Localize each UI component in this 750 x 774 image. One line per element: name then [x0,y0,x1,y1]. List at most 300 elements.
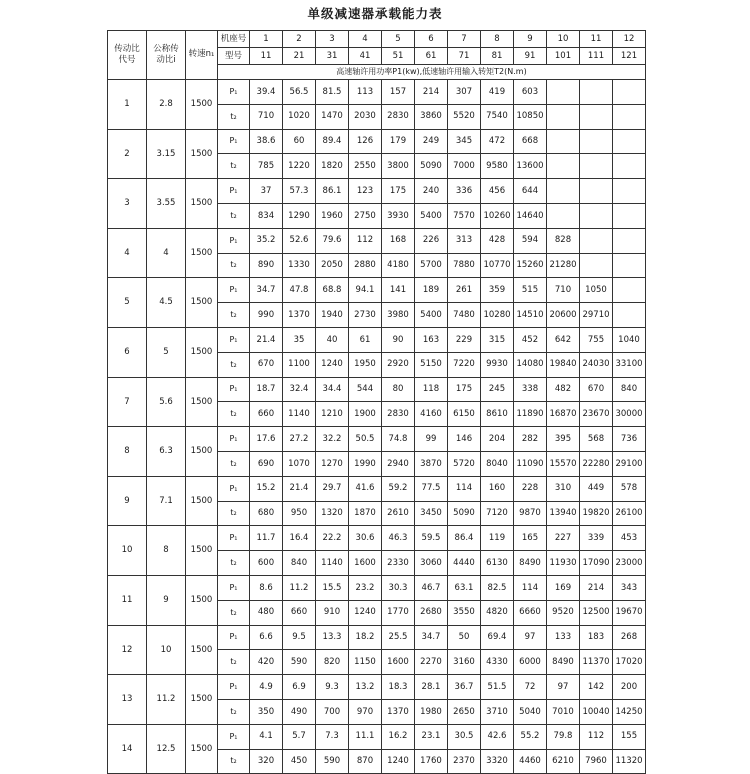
power-value: 119 [481,526,514,551]
nominal-ratio-cell: 8 [147,526,186,576]
torque-value: 2330 [382,551,415,576]
speed-cell: 1500 [186,675,218,725]
speed-cell: 1500 [186,724,218,774]
power-value: 18.7 [250,377,283,402]
table-row-power [108,476,646,501]
nominal-ratio-cell: 3.55 [147,179,186,229]
speed-cell: 1500 [186,476,218,526]
empty-cell [613,303,646,328]
nominal-ratio-cell: 5 [147,327,186,377]
power-value: 828 [547,228,580,253]
power-value: 282 [514,427,547,452]
speed-cell: 1500 [186,327,218,377]
power-value: 6.6 [250,625,283,650]
torque-value: 3800 [382,154,415,179]
torque-value: 22280 [580,451,613,476]
power-label: P₁ [218,377,250,402]
power-value: 9.3 [316,675,349,700]
power-value: 61 [349,327,382,352]
power-value: 449 [580,476,613,501]
ratio-code-cell: 2 [108,129,147,179]
torque-value: 33100 [613,352,646,377]
power-value: 204 [481,427,514,452]
power-value: 46.3 [382,526,415,551]
power-value: 214 [415,80,448,105]
torque-value: 680 [250,501,283,526]
torque-value: 2830 [382,104,415,129]
torque-value: 9520 [547,600,580,625]
power-value: 40 [316,327,349,352]
empty-cell [613,278,646,303]
power-value: 229 [448,327,481,352]
table-row-power [108,278,646,303]
torque-label: t₂ [218,203,250,228]
model-cell: 71 [448,48,481,65]
torque-value: 6000 [514,650,547,675]
torque-value: 710 [250,104,283,129]
power-value: 141 [382,278,415,303]
power-value: 55.2 [514,724,547,749]
frame-cell: 9 [514,31,547,48]
torque-value: 26100 [613,501,646,526]
frame-cell: 10 [547,31,580,48]
power-value: 11.2 [283,575,316,600]
power-value: 60 [283,129,316,154]
model-cell: 111 [580,48,613,65]
torque-value: 990 [250,303,283,328]
torque-value: 1020 [283,104,316,129]
empty-cell [580,129,613,154]
power-value: 307 [448,80,481,105]
torque-value: 870 [349,749,382,774]
torque-value: 14080 [514,352,547,377]
torque-value: 890 [250,253,283,278]
torque-value: 5150 [415,352,448,377]
power-value: 133 [547,625,580,650]
power-value: 113 [349,80,382,105]
power-value: 17.6 [250,427,283,452]
power-value: 36.7 [448,675,481,700]
torque-value: 3710 [481,699,514,724]
torque-value: 1470 [316,104,349,129]
power-value: 37 [250,179,283,204]
power-value: 15.5 [316,575,349,600]
empty-cell [580,154,613,179]
speed-cell: 1500 [186,377,218,427]
power-value: 200 [613,675,646,700]
table-row-power [108,724,646,749]
power-value: 42.6 [481,724,514,749]
power-value: 16.4 [283,526,316,551]
torque-value: 11930 [547,551,580,576]
power-value: 168 [382,228,415,253]
power-value: 343 [613,575,646,600]
torque-value: 480 [250,600,283,625]
table-subtitle: 高速轴许用功率P1(kw),低速轴许用输入转矩T2(N.m) [218,65,646,80]
torque-value: 590 [316,749,349,774]
nominal-ratio-cell: 6.3 [147,427,186,477]
power-value: 642 [547,327,580,352]
torque-value: 910 [316,600,349,625]
table-row-power [108,377,646,402]
torque-value: 1320 [316,501,349,526]
nominal-ratio-cell: 10 [147,625,186,675]
model-cell: 101 [547,48,580,65]
torque-value: 11320 [613,749,646,774]
torque-label: t₂ [218,650,250,675]
empty-cell [580,80,613,105]
torque-value: 1290 [283,203,316,228]
torque-value: 5720 [448,451,481,476]
speed-cell: 1500 [186,228,218,278]
power-label: P₁ [218,675,250,700]
power-value: 30.6 [349,526,382,551]
torque-value: 5040 [514,699,547,724]
torque-value: 11090 [514,451,547,476]
power-value: 268 [613,625,646,650]
frame-cell: 12 [613,31,646,48]
torque-value: 1870 [349,501,382,526]
power-value: 175 [382,179,415,204]
frame-cell: 6 [415,31,448,48]
torque-label: t₂ [218,402,250,427]
power-value: 114 [448,476,481,501]
power-label: P₁ [218,278,250,303]
load-capacity-table [107,30,646,774]
torque-value: 7480 [448,303,481,328]
torque-value: 5400 [415,303,448,328]
model-cell: 91 [514,48,547,65]
torque-value: 14510 [514,303,547,328]
torque-value: 660 [283,600,316,625]
torque-value: 30000 [613,402,646,427]
torque-value: 20600 [547,303,580,328]
torque-value: 2730 [349,303,382,328]
empty-cell [580,253,613,278]
power-value: 28.1 [415,675,448,700]
torque-value: 690 [250,451,283,476]
table-row-power [108,675,646,700]
power-value: 25.5 [382,625,415,650]
power-value: 157 [382,80,415,105]
torque-value: 6130 [481,551,514,576]
torque-value: 7120 [481,501,514,526]
table-row-power [108,526,646,551]
torque-value: 21280 [547,253,580,278]
frame-label: 机座号 [218,31,250,48]
table-row-power [108,327,646,352]
torque-value: 670 [250,352,283,377]
power-label: P₁ [218,526,250,551]
power-value: 59.5 [415,526,448,551]
speed-cell: 1500 [186,575,218,625]
torque-label: t₂ [218,749,250,774]
torque-value: 3930 [382,203,415,228]
speed-cell: 1500 [186,80,218,130]
power-value: 11.7 [250,526,283,551]
power-label: P₁ [218,476,250,501]
power-value: 114 [514,575,547,600]
power-label: P₁ [218,724,250,749]
power-value: 169 [547,575,580,600]
power-value: 97 [514,625,547,650]
ratio-code-cell: 10 [108,526,147,576]
torque-value: 7960 [580,749,613,774]
power-value: 452 [514,327,547,352]
torque-value: 12500 [580,600,613,625]
torque-value: 29100 [613,451,646,476]
table-row-power [108,228,646,253]
torque-value: 820 [316,650,349,675]
power-value: 736 [613,427,646,452]
power-value: 482 [547,377,580,402]
torque-value: 13940 [547,501,580,526]
nominal-ratio-cell: 4.5 [147,278,186,328]
speed-cell: 1500 [186,526,218,576]
torque-label: t₂ [218,154,250,179]
power-value: 336 [448,179,481,204]
frame-cell: 11 [580,31,613,48]
torque-value: 16870 [547,402,580,427]
torque-value: 1240 [349,600,382,625]
power-value: 39.4 [250,80,283,105]
power-value: 419 [481,80,514,105]
power-value: 668 [514,129,547,154]
speed-header: 转速n₁ [186,31,218,80]
power-value: 59.2 [382,476,415,501]
torque-value: 4460 [514,749,547,774]
power-value: 183 [580,625,613,650]
empty-cell [547,179,580,204]
power-value: 68.8 [316,278,349,303]
power-value: 50.5 [349,427,382,452]
power-value: 50 [448,625,481,650]
torque-value: 11890 [514,402,547,427]
power-value: 146 [448,427,481,452]
ratio-code-cell: 11 [108,575,147,625]
model-cell: 11 [250,48,283,65]
power-label: P₁ [218,179,250,204]
torque-value: 950 [283,501,316,526]
torque-value: 450 [283,749,316,774]
torque-value: 5400 [415,203,448,228]
power-value: 315 [481,327,514,352]
power-value: 13.2 [349,675,382,700]
power-value: 175 [448,377,481,402]
torque-value: 2050 [316,253,349,278]
power-value: 118 [415,377,448,402]
model-cell: 121 [613,48,646,65]
torque-value: 4440 [448,551,481,576]
torque-value: 2940 [382,451,415,476]
torque-value: 1600 [382,650,415,675]
torque-value: 5090 [415,154,448,179]
torque-value: 2270 [415,650,448,675]
power-value: 47.8 [283,278,316,303]
power-value: 112 [580,724,613,749]
torque-value: 1900 [349,402,382,427]
power-value: 23.2 [349,575,382,600]
power-value: 81.5 [316,80,349,105]
torque-value: 15260 [514,253,547,278]
torque-value: 1240 [316,352,349,377]
power-value: 6.9 [283,675,316,700]
empty-cell [613,154,646,179]
power-value: 594 [514,228,547,253]
table-row-power [108,179,646,204]
torque-value: 2750 [349,203,382,228]
model-cell: 81 [481,48,514,65]
torque-value: 1370 [283,303,316,328]
torque-value: 9580 [481,154,514,179]
power-value: 38.6 [250,129,283,154]
power-value: 34.7 [250,278,283,303]
power-label: P₁ [218,575,250,600]
frame-cell: 4 [349,31,382,48]
power-value: 472 [481,129,514,154]
power-value: 338 [514,377,547,402]
power-value: 21.4 [250,327,283,352]
torque-label: t₂ [218,551,250,576]
torque-value: 2550 [349,154,382,179]
torque-value: 19840 [547,352,580,377]
empty-cell [547,154,580,179]
power-value: 34.4 [316,377,349,402]
torque-value: 4820 [481,600,514,625]
torque-value: 2880 [349,253,382,278]
torque-value: 600 [250,551,283,576]
power-value: 29.7 [316,476,349,501]
torque-value: 1100 [283,352,316,377]
torque-label: t₂ [218,451,250,476]
power-value: 4.1 [250,724,283,749]
ratio-code-cell: 5 [108,278,147,328]
torque-value: 1070 [283,451,316,476]
torque-value: 10850 [514,104,547,129]
torque-value: 3450 [415,501,448,526]
power-value: 79.8 [547,724,580,749]
torque-value: 5700 [415,253,448,278]
power-value: 82.5 [481,575,514,600]
power-value: 22.2 [316,526,349,551]
power-value: 670 [580,377,613,402]
torque-value: 10040 [580,699,613,724]
empty-cell [613,203,646,228]
torque-label: t₂ [218,501,250,526]
frame-cell: 2 [283,31,316,48]
power-value: 155 [613,724,646,749]
ratio-code-cell: 14 [108,724,147,774]
torque-value: 19820 [580,501,613,526]
empty-cell [613,80,646,105]
power-value: 41.6 [349,476,382,501]
power-value: 249 [415,129,448,154]
torque-value: 1990 [349,451,382,476]
nominal-ratio-cell: 3.15 [147,129,186,179]
torque-label: t₂ [218,352,250,377]
torque-value: 8040 [481,451,514,476]
power-value: 16.2 [382,724,415,749]
torque-value: 19670 [613,600,646,625]
power-label: P₁ [218,327,250,352]
ratio-code-cell: 13 [108,675,147,725]
torque-value: 420 [250,650,283,675]
model-cell: 61 [415,48,448,65]
empty-cell [580,104,613,129]
power-value: 644 [514,179,547,204]
torque-value: 1980 [415,699,448,724]
torque-value: 7880 [448,253,481,278]
power-value: 80 [382,377,415,402]
torque-value: 1600 [349,551,382,576]
power-value: 515 [514,278,547,303]
nominal-ratio-cell: 9 [147,575,186,625]
frame-cell: 5 [382,31,415,48]
power-value: 755 [580,327,613,352]
nominal-ratio-header: 公称传 动比i [147,31,186,80]
torque-value: 3860 [415,104,448,129]
power-value: 30.3 [382,575,415,600]
ratio-code-header: 传动比 代号 [108,31,147,80]
power-value: 1040 [613,327,646,352]
torque-value: 8490 [514,551,547,576]
power-value: 9.5 [283,625,316,650]
torque-value: 320 [250,749,283,774]
torque-value: 2680 [415,600,448,625]
power-value: 15.2 [250,476,283,501]
power-value: 189 [415,278,448,303]
torque-value: 9930 [481,352,514,377]
power-value: 261 [448,278,481,303]
power-value: 35 [283,327,316,352]
torque-value: 1960 [316,203,349,228]
torque-value: 23670 [580,402,613,427]
torque-value: 7570 [448,203,481,228]
torque-value: 1270 [316,451,349,476]
power-value: 163 [415,327,448,352]
power-value: 179 [382,129,415,154]
power-value: 568 [580,427,613,452]
power-value: 359 [481,278,514,303]
ratio-code-cell: 3 [108,179,147,229]
power-value: 23.1 [415,724,448,749]
torque-label: t₂ [218,600,250,625]
ratio-code-cell: 12 [108,625,147,675]
power-value: 74.8 [382,427,415,452]
power-value: 51.5 [481,675,514,700]
power-value: 13.3 [316,625,349,650]
nominal-ratio-cell: 5.6 [147,377,186,427]
empty-cell [613,179,646,204]
model-cell: 21 [283,48,316,65]
ratio-code-cell: 9 [108,476,147,526]
torque-value: 660 [250,402,283,427]
power-value: 123 [349,179,382,204]
power-value: 1050 [580,278,613,303]
power-value: 578 [613,476,646,501]
power-label: P₁ [218,625,250,650]
power-value: 112 [349,228,382,253]
torque-value: 10770 [481,253,514,278]
speed-cell: 1500 [186,427,218,477]
speed-cell: 1500 [186,625,218,675]
torque-value: 11370 [580,650,613,675]
ratio-code-cell: 7 [108,377,147,427]
empty-cell [547,104,580,129]
torque-value: 1150 [349,650,382,675]
model-cell: 31 [316,48,349,65]
torque-value: 2650 [448,699,481,724]
